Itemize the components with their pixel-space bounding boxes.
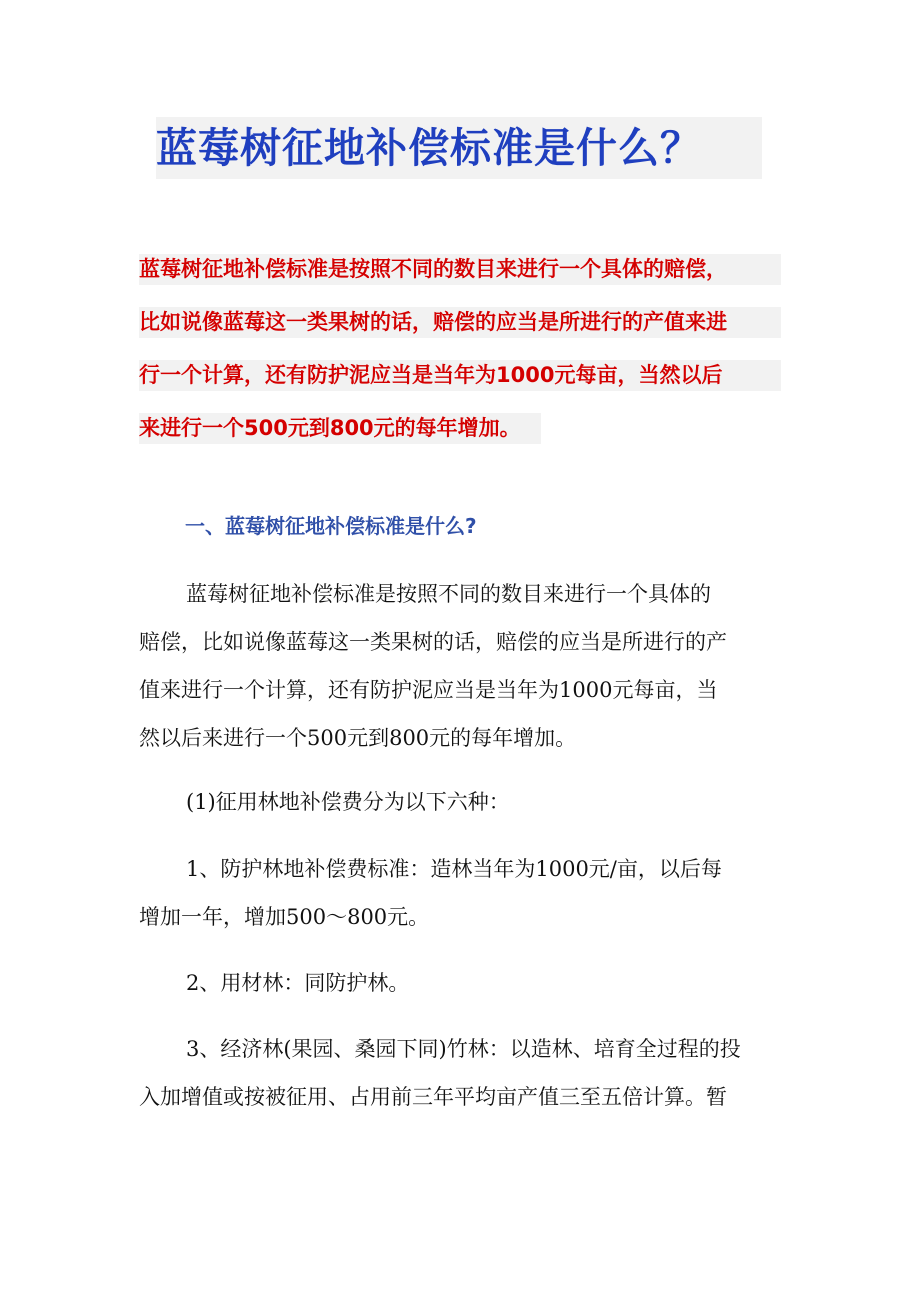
paragraph-line: 1、防护林地补偿费标准：造林当年为1000元/亩，以后每 <box>186 857 722 881</box>
paragraph-line: 值来进行一个计算，还有防护泥应当是当年为1000元每亩，当 <box>139 678 718 702</box>
paragraph-1 <box>139 570 784 762</box>
paragraph-line: 赔偿，比如说像蓝莓这一类果树的话，赔偿的应当是所进行的产 <box>139 630 727 654</box>
paragraph-line: 增加一年，增加500～800元。 <box>139 905 430 929</box>
paragraph-line: 2、用材林：同防护林。 <box>186 971 410 995</box>
summary-highlight <box>139 254 781 466</box>
summary-line: 比如说像蓝莓这一类果树的话，赔偿的应当是所进行的产值来进 <box>139 307 781 338</box>
summary-line: 蓝莓树征地补偿标准是按照不同的数目来进行一个具体的赔偿， <box>139 254 781 285</box>
document-title-box <box>156 117 762 179</box>
paragraph-line: 然以后来进行一个500元到800元的每年增加。 <box>139 726 577 750</box>
section-heading: 一、蓝莓树征地补偿标准是什么? <box>185 514 477 538</box>
summary-line: 行一个计算，还有防护泥应当是当年为1000元每亩，当然以后 <box>139 360 781 391</box>
paragraph-line: 入加增值或按被征用、占用前三年平均亩产值三至五倍计算。暂 <box>139 1085 727 1109</box>
document-title: 蓝莓树征地补偿标准是什么？ <box>156 124 702 172</box>
paragraph-line: 3、经济林(果园、桑园下同)竹林：以造林、培育全过程的投 <box>186 1037 741 1061</box>
paragraph-5 <box>139 1025 784 1121</box>
paragraph-line: 蓝莓树征地补偿标准是按照不同的数目来进行一个具体的 <box>186 582 711 606</box>
paragraph-line: (1)征用林地补偿费分为以下六种： <box>186 790 510 814</box>
paragraph-3 <box>139 845 784 941</box>
paragraph-4 <box>139 959 784 1007</box>
summary-line: 来进行一个500元到800元的每年增加。 <box>139 413 541 444</box>
paragraph-2 <box>139 778 784 826</box>
